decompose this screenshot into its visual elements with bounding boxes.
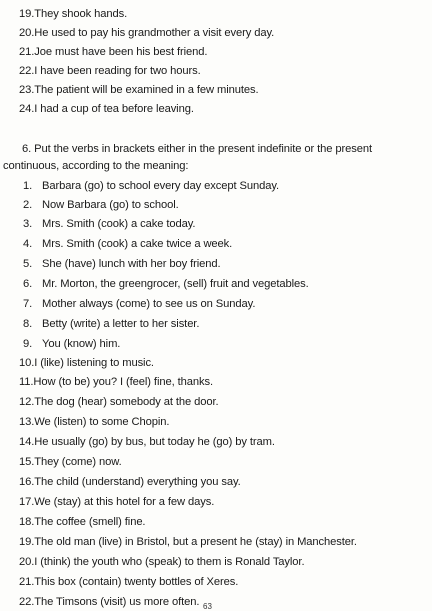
item-number: 24.	[19, 103, 35, 115]
top-list-item	[19, 46, 207, 59]
item-number: 3.	[23, 218, 33, 230]
item-text: Mother always (come) to see us on Sunday.	[42, 298, 256, 310]
item-text: This box (contain) twenty bottles of Xeres.	[34, 576, 239, 588]
exercise-item	[19, 556, 304, 569]
item-number: 19.	[19, 536, 35, 548]
exercise-item	[19, 596, 199, 609]
item-number: 23.	[19, 84, 35, 96]
item-text: The Timsons (visit) us more often.	[34, 596, 200, 608]
exercise-item	[19, 516, 145, 529]
item-number: 21.	[19, 46, 35, 58]
exercise-item	[19, 436, 275, 449]
item-number: 20.	[19, 556, 35, 568]
item-number: 16.	[19, 476, 35, 488]
exercise-item	[23, 278, 309, 291]
exercise-item	[19, 496, 214, 509]
item-text: You (know) him.	[42, 338, 121, 350]
item-text: The old man (live) in Bristol, but a present he (stay) in Manchester.	[34, 536, 357, 548]
item-text: We (listen) to some Chopin.	[34, 416, 170, 428]
top-list-item	[19, 65, 201, 78]
item-number: 1.	[23, 180, 33, 192]
item-text: How (to be) you? I (feel) fine, thanks.	[33, 376, 213, 388]
item-text: They (come) now.	[34, 456, 122, 468]
exercise-instruction: 6. Put the verbs in brackets either in the present indefinite or the present	[22, 143, 372, 155]
item-text: The coffee (smell) fine.	[34, 516, 146, 528]
item-number: 22.	[19, 596, 35, 608]
item-text: Now Barbara (go) to school.	[42, 199, 179, 211]
item-text: The child (understand) everything you say.	[34, 476, 241, 488]
item-number: 22.	[19, 65, 35, 77]
item-text: He used to pay his grandmother a visit every day.	[34, 27, 275, 39]
item-text: She (have) lunch with her boy friend.	[42, 258, 221, 270]
item-text: I had a cup of tea before leaving.	[34, 103, 194, 115]
exercise-item	[23, 338, 120, 351]
top-list-item	[19, 8, 127, 21]
item-number: 13.	[19, 416, 35, 428]
item-text: The dog (hear) somebody at the door.	[34, 396, 219, 408]
exercise-item	[23, 258, 221, 271]
item-number: 19.	[19, 8, 35, 20]
item-text: Betty (write) a letter to her sister.	[42, 318, 200, 330]
item-number: 18.	[19, 516, 35, 528]
item-text: I (like) listening to music.	[34, 357, 154, 369]
top-list-item	[19, 103, 194, 116]
item-number: 9.	[23, 338, 33, 350]
item-text: I (think) the youth who (speak) to them is Ronald Taylor.	[34, 556, 305, 568]
item-number: 8.	[23, 318, 33, 330]
top-list-item	[19, 27, 274, 40]
item-number: 10.	[19, 357, 35, 369]
item-text: Mrs. Smith (cook) a cake twice a week.	[42, 238, 233, 250]
exercise-item	[19, 396, 218, 409]
exercise-item	[19, 357, 154, 370]
exercise-item	[23, 199, 179, 212]
item-number: 4.	[23, 238, 33, 250]
exercise-item	[23, 298, 255, 311]
exercise-item	[19, 576, 238, 589]
exercise-item	[23, 218, 195, 231]
exercise-item	[19, 476, 241, 489]
item-text: Mrs. Smith (cook) a cake today.	[42, 218, 196, 230]
item-text: Joe must have been his best friend.	[34, 46, 208, 58]
exercise-item	[23, 238, 232, 251]
item-text: We (stay) at this hotel for a few days.	[34, 496, 215, 508]
exercise-item	[19, 376, 213, 389]
item-text: They shook hands.	[34, 8, 128, 20]
exercise-item	[19, 536, 357, 549]
item-number: 2.	[23, 199, 33, 211]
exercise-item	[19, 456, 122, 469]
top-list-item	[19, 84, 259, 97]
exercise-item	[19, 416, 169, 429]
exercise-item	[23, 180, 279, 193]
item-number: 15.	[19, 456, 35, 468]
item-number: 5.	[23, 258, 33, 270]
page-number: 63	[203, 602, 212, 611]
item-text: He usually (go) by bus, but today he (go) by tram.	[34, 436, 275, 448]
item-number: 21.	[19, 576, 35, 588]
item-number: 7.	[23, 298, 33, 310]
item-number: 20.	[19, 27, 35, 39]
item-text: Barbara (go) to school every day except Sunday.	[42, 180, 279, 192]
item-text: I have been reading for two hours.	[34, 65, 201, 77]
item-text: Mr. Morton, the greengrocer, (sell) fruit and vegetables.	[42, 278, 309, 290]
item-text: The patient will be examined in a few minutes.	[34, 84, 259, 96]
item-number: 11.	[19, 376, 34, 388]
exercise-instruction-continued: continuous, according to the meaning:	[3, 160, 189, 172]
item-number: 17.	[19, 496, 35, 508]
item-number: 14.	[19, 436, 35, 448]
item-number: 12.	[19, 396, 35, 408]
item-number: 6.	[23, 278, 33, 290]
exercise-item	[23, 318, 199, 331]
